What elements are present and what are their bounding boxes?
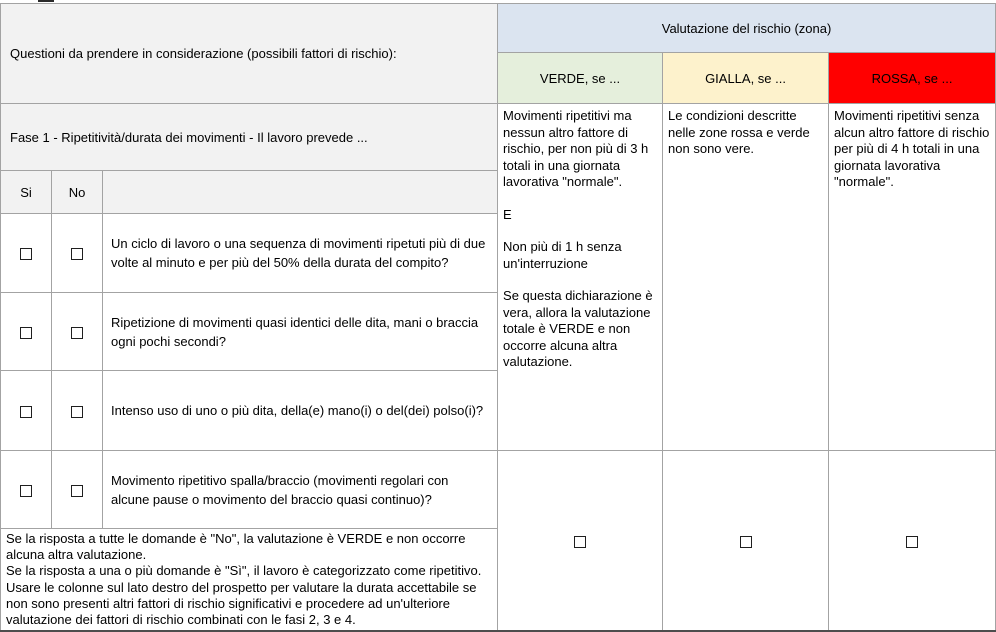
question-text: Ripetizione di movimenti quasi identici delle dita, mani o braccia ogni pochi secondi? bbox=[103, 293, 498, 371]
zone-description-verde bbox=[498, 104, 663, 451]
checkbox-q4-si[interactable] bbox=[20, 485, 32, 497]
answer-cell bbox=[52, 451, 103, 529]
checkbox-q1-no[interactable] bbox=[71, 248, 83, 260]
answer-cell bbox=[52, 293, 103, 371]
question-text: Intenso uso di uno o più dita, della(e) mano(i) o del(dei) polso(i)? bbox=[103, 371, 498, 451]
zone-result-cell-gialla bbox=[663, 451, 829, 632]
questions-header-cell: Questioni da prendere in considerazione (possibili fattori di rischio): bbox=[1, 4, 498, 104]
answer-cell bbox=[52, 214, 103, 293]
footer-line: Se la risposta a una o più domande è "Sì", il lavoro è categorizzato come ripetitivo. Usare le colonne sul lato destro del prospetto per valutare la durata accettabile se non sono presenti altri fattori di rischio significativi e procedere ad un'ulteriore valutazione dei fattori di rischio combinati con le fasi 2, 3 e 4. bbox=[6, 563, 482, 628]
verde-paragraph: Se questa dichiarazione è vera, allora la valutazione totale è VERDE e non occorre alcuna altra valutazione. bbox=[503, 288, 653, 369]
answer-cell bbox=[1, 451, 52, 529]
answer-cell bbox=[52, 371, 103, 451]
checkbox-q1-si[interactable] bbox=[20, 248, 32, 260]
question-text: Movimento ripetitivo spalla/braccio (movimenti regolari con alcune pause o movimento del braccio quasi continuo)? bbox=[103, 451, 498, 529]
risk-assessment-table bbox=[0, 3, 996, 632]
checkbox-zone-verde[interactable] bbox=[574, 536, 586, 548]
zone-result-cell-rossa bbox=[829, 451, 996, 632]
checkbox-q3-no[interactable] bbox=[71, 406, 83, 418]
zone-header-gialla: GIALLA, se ... bbox=[663, 53, 829, 104]
answer-cell bbox=[1, 371, 52, 451]
question-column-header-empty bbox=[103, 171, 498, 214]
phase-title-cell: Fase 1 - Ripetitività/durata dei movimenti - Il lavoro prevede ... bbox=[1, 104, 498, 171]
zone-result-cell-verde bbox=[498, 451, 663, 632]
answer-cell bbox=[1, 214, 52, 293]
verde-paragraph: Movimenti ripetitivi ma nessun altro fattore di rischio, per non più di 3 h totali in una giornata lavorativa "normale". bbox=[503, 108, 649, 189]
cropped-content-artifact bbox=[38, 0, 54, 2]
verde-paragraph: Non più di 1 h senza un'interruzione bbox=[503, 239, 622, 271]
footer-line: Se la risposta a tutte le domande è "No", la valutazione è VERDE e non occorre alcuna altra valutazione. bbox=[6, 531, 466, 563]
risk-zone-header-cell: Valutazione del rischio (zona) bbox=[498, 4, 996, 53]
zone-description-gialla bbox=[663, 104, 829, 451]
zone-header-verde: VERDE, se ... bbox=[498, 53, 663, 104]
zone-header-rossa: ROSSA, se ... bbox=[829, 53, 996, 104]
checkbox-q4-no[interactable] bbox=[71, 485, 83, 497]
question-text: Un ciclo di lavoro o una sequenza di movimenti ripetuti più di due volte al minuto e per più del 50% della durata del compito? bbox=[103, 214, 498, 293]
gialla-paragraph: Le condizioni descritte nelle zone rossa e verde non sono vere. bbox=[668, 108, 810, 156]
rossa-paragraph: Movimenti ripetitivi senza alcun altro fattore di rischio per più di 4 h totali in una giornata lavorativa "normale". bbox=[834, 108, 990, 189]
checkbox-q2-no[interactable] bbox=[71, 327, 83, 339]
answer-cell bbox=[1, 293, 52, 371]
yes-column-header: Si bbox=[1, 171, 52, 214]
no-column-header: No bbox=[52, 171, 103, 214]
verde-paragraph: E bbox=[503, 206, 512, 222]
checkbox-zone-gialla[interactable] bbox=[740, 536, 752, 548]
checkbox-q3-si[interactable] bbox=[20, 406, 32, 418]
zone-description-rossa bbox=[829, 104, 996, 451]
footer-instructions-cell bbox=[1, 529, 498, 632]
checkbox-zone-rossa[interactable] bbox=[906, 536, 918, 548]
checkbox-q2-si[interactable] bbox=[20, 327, 32, 339]
